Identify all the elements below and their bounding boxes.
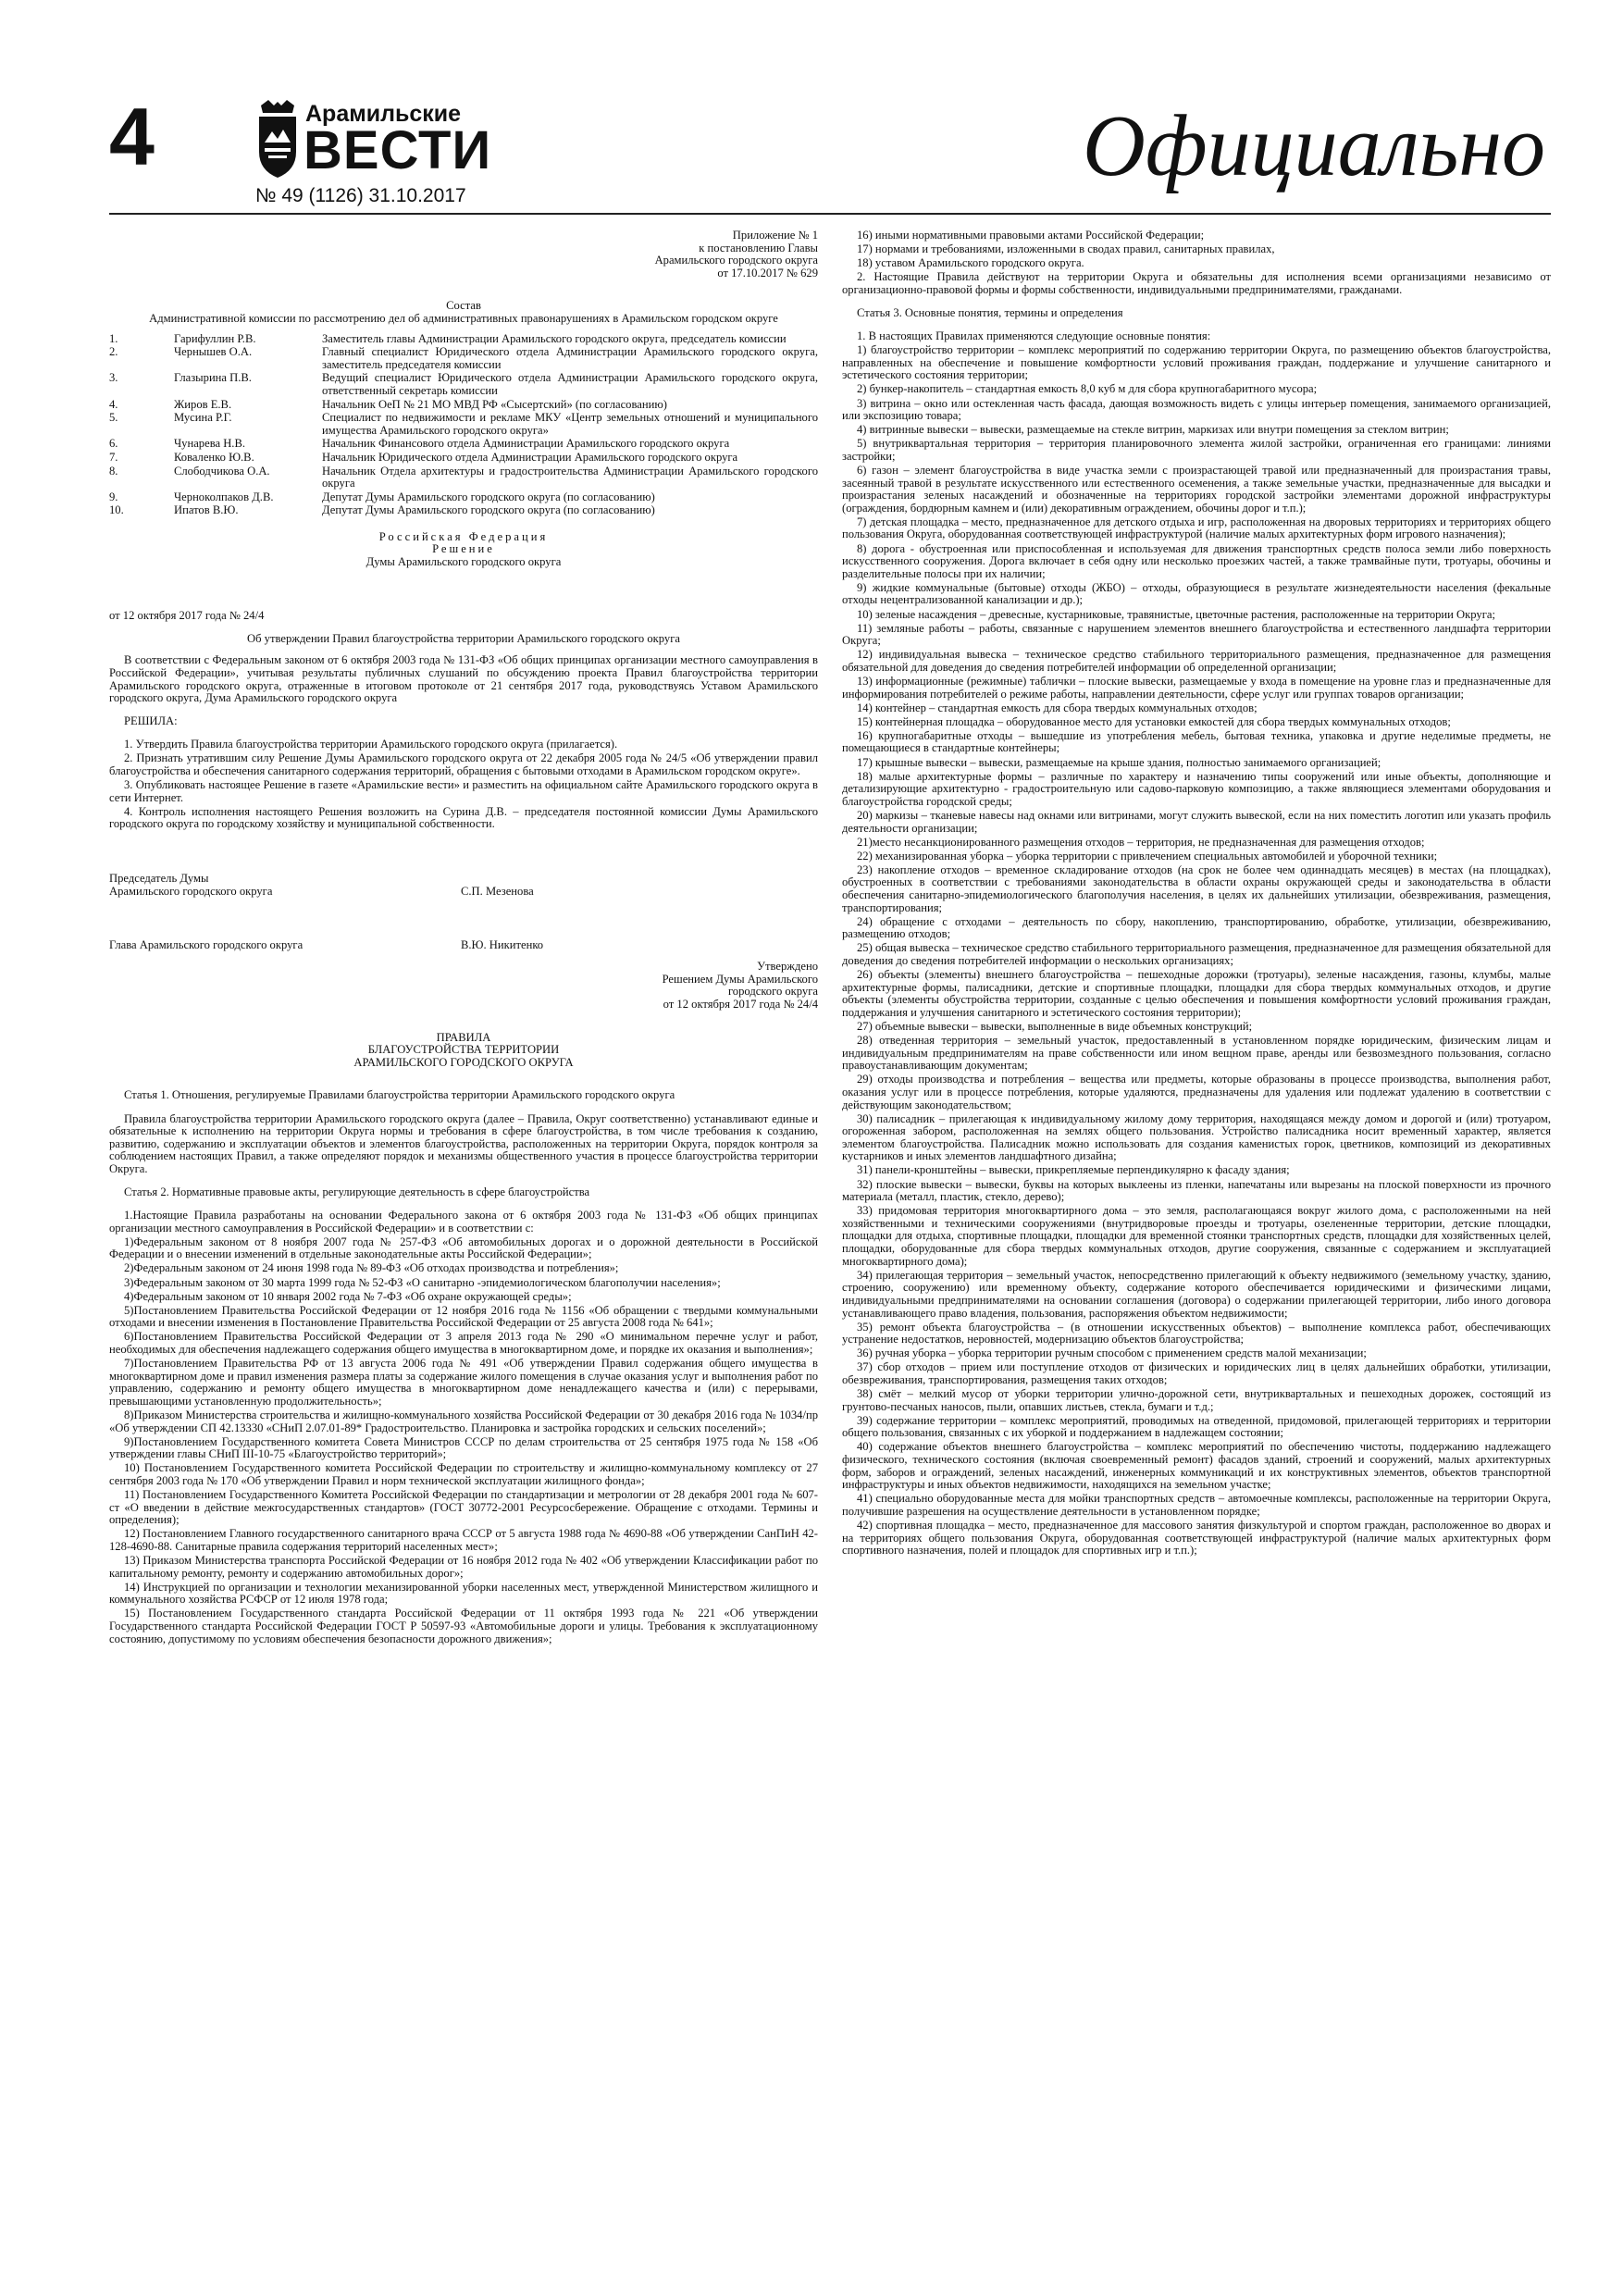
list-item: 5) внутриквартальная территория – территория планировочного элемента жилой застройки, ограниченная его границами: линиями застройки; <box>842 437 1551 463</box>
member-number: 8. <box>109 464 118 478</box>
signature-chair-position: Арамильского городского округа <box>109 885 273 899</box>
list-item: 4) витринные вывески – вывески, размещаемые на стекле витрин, маркизах или внутри помещения за стеклом витрин; <box>857 423 1449 437</box>
masthead <box>109 89 1551 215</box>
list-item: 23) накопление отходов – временное складирование отходов (на срок не более чем одиннадцать месяцев) в местах (на площадках), обустроенных в соответствии с требованиями законодательства в области охраны окружающей среды и законодательства в области обеспечения санитарно-эпидемиологического благополучия населения, в целях их дальнейших утилизации, обезвреживания, размещения, транспортирования; <box>842 863 1551 914</box>
list-item: 39) содержание территории – комплекс мероприятий, проводимых на отведенной, придомовой, прилегающей территориях и территории общего пользования, связанных с их уборкой и поддержанием в надлежащем состоянии; <box>842 1413 1551 1440</box>
logo-top-text: Арамильские <box>305 101 462 127</box>
table-row <box>109 438 818 452</box>
article-2-list <box>109 1210 818 1645</box>
list-item: 29) отходы производства и потребления – вещества или предметы, которые образованы в процессе производства, выполнения работ, оказания услуг или в процессе потребления, которые удаляются, предназначены для удаления или подлежат удалению в соответствии с действующим законодательством; <box>842 1073 1551 1111</box>
rules-title: ПРАВИЛА <box>436 1030 491 1044</box>
list-item: 10) Постановлением Государственного комитета Российской Федерации по строительству и жилищно-коммунальному комплексу от 27 сентября 2003 года № 170 «Об утверждении Правил и норм технической эксплуатации жилищного фонда»; <box>109 1461 818 1487</box>
approved-line: от 12 октября 2017 года № 24/4 <box>663 998 818 1011</box>
coat-of-arms-icon <box>255 100 300 178</box>
list-item: 20) маркизы – тканевые навесы над окнами или витринами, могут служить вывеской, если на них поместить логотип или указать профиль деятельности организации; <box>842 808 1551 835</box>
signature-head-position: Глава Арамильского городского округа <box>109 937 304 951</box>
section-title: Официально <box>1082 98 1545 194</box>
list-item: 13) Приказом Министерства транспорта Российской Федерации от 16 ноября 2012 года № 402 «Об утверждении Классификации работ по капитальному ремонту, ремонту и содержанию автомобильных дорог»; <box>109 1554 818 1580</box>
member-name: Слободчикова О.А. <box>174 464 270 478</box>
list-item: 12) индивидуальная вывеска – техническое средство стабильного территориального размещения, предназначенное для размещения обязательной для доведения до сведения потребителей информации об определенной организации; <box>842 648 1551 674</box>
member-name: Гарифуллин Р.В. <box>174 331 256 345</box>
list-item: 35) ремонт объекта благоустройства – (в отношении искусственных объектов) – выполнение комплекса работ, обеспечивающих устранение недостатков, неровностей, модернизацию объектов благоустройства; <box>842 1320 1551 1347</box>
appendix-note <box>109 230 818 279</box>
approved-note <box>109 961 818 1011</box>
member-number: 4. <box>109 397 118 411</box>
list-item: 11) земляные работы – работы, связанные с нарушением элементов внешнего благоустройства и естественного ландшафта территории Округа; <box>842 621 1551 648</box>
issue-number: № 49 (1126) 31.10.2017 <box>255 185 466 206</box>
decision-date: от 12 октября 2017 года № 24/4 <box>109 608 265 622</box>
appendix-line: Приложение № 1 <box>732 229 818 242</box>
approved-line: городского округа <box>727 985 818 999</box>
table-row <box>109 346 818 372</box>
decision-word: Решение <box>432 542 495 556</box>
decision-item: 2. Признать утратившим силу Решение Думы Арамильского городского округа от 22 декабря 2005 года № 24/5 «Об утверждении правил благоустройства и обеспечения санитарного содержания территорий, обращения с бытовыми отходами в Арамильском городском округе». <box>109 751 818 777</box>
article-heading: Статья 2. Нормативные правовые акты, регулирующие деятельность в сфере благоустройства <box>124 1185 590 1198</box>
right-column <box>842 230 1551 1647</box>
list-item: 2) бункер-накопитель – стандартная емкость 8,0 куб м для сбора крупногабаритного мусора; <box>857 382 1318 396</box>
list-item: 7) детская площадка – место, предназначенное для детского отдыха и игр, расположенная на дворовых территориях и территориях общего пользования Округа, оборудованная соответствующей инфраструктурой (наличие малых архитектурных форм игрового назначения); <box>842 515 1551 541</box>
member-role: Начальник ОеП № 21 МО МВД РФ «Сысертский» (по согласованию) <box>322 397 667 411</box>
member-name: Чунарева Н.В. <box>174 437 246 451</box>
list-item: 27) объемные вывески – вывески, выполненные в виде объемных конструкций; <box>857 1019 1253 1033</box>
member-role: Депутат Думы Арамильского городского округа (по согласованию) <box>322 490 655 503</box>
member-number: 5. <box>109 411 118 425</box>
list-item: 12) Постановлением Главного государственного санитарного врача СССР от 5 августа 1988 года № 4690-88 «Об утверждении СанПиН 42-128-4690-88. Санитарные правила содержания территорий населенных мест»; <box>109 1527 818 1553</box>
member-role: Ведущий специалист Юридического отдела Администрации Арамильского городского округа, ответственный секретарь комиссии <box>322 371 818 397</box>
list-item: 18) уставом Арамильского городского округа. <box>857 256 1084 270</box>
list-item: 3)Федеральным законом от 30 марта 1999 года № 52-ФЗ «О санитарно -эпидемиологическом благополучии населения»; <box>124 1275 721 1289</box>
list-item: 41) специально оборудованные места для мойки транспортных средств – автомоечные комплексы, расположенные на территории Округа, получившие разрешения на осуществление деятельности в установленном порядке; <box>842 1492 1551 1518</box>
table-row <box>109 399 818 413</box>
newspaper-logo <box>255 100 492 181</box>
table-row <box>109 465 818 491</box>
list-item: 22) механизированная уборка – уборка территории с привлечением специальных автомобилей и уборочной техники; <box>857 849 1438 863</box>
list-item: 36) ручная уборка – уборка территории ручным способом с применением средств малой механизации; <box>857 1347 1367 1360</box>
list-item: 10) зеленые насаждения – древесные, кустарниковые, травянистые, цветочные растения, расположенные на территории Округа; <box>857 607 1495 621</box>
commission-title: Состав <box>446 299 481 313</box>
list-item: 38) смёт – мелкий мусор от уборки территории улично-дорожной сети, внутриквартальных и пешеходных дорожек, состоящий из грунтово-песчаных наносов, пыли, опавших листьев, стекла, бумаги и т.д.; <box>842 1387 1551 1413</box>
list-item: 11) Постановлением Государственного Комитета Российской Федерации по стандартизации и метрологии от 28 декабря 2001 года № 607-ст «О введении в действие межгосударственных стандартов» (ГОСТ 30772-2001 Ресурсосбережение. Обращение с отходами. Термины и определения); <box>109 1488 818 1527</box>
member-role: Начальник Юридического отдела Администрации Арамильского городского округа <box>322 450 738 464</box>
decision-title: Об утверждении Правил благоустройства территории Арамильского городского округа <box>247 631 680 645</box>
list-item: 1. В настоящих Правилах применяются следующие основные понятия: <box>857 329 1211 343</box>
list-item: 2. Настоящие Правила действуют на территории Округа и обязательны для исполнения всеми организациями независимо от организационно-правовой формы и формы собственности, индивидуальными предпринимателями, гражданами. <box>842 270 1551 296</box>
member-role: Начальник Финансового отдела Администрации Арамильского городского округа <box>322 437 730 451</box>
list-item: 13) информационные (режимные) таблички – плоские вывески, размещаемые у входа в помещение на уровне глаз и предназначенные для информирования потребителей о режиме работы, направлении деятельности, сфере услуг или группах товаров организации; <box>842 675 1551 701</box>
list-item: 42) спортивная площадка – место, предназначенное для массового занятия физкультурой и спортом граждан, расположенное во дворах и на территориях общего пользования Округа, оборудованная соответствующей инфраструктурой (наличие малых архитектурных форм спортивного назначения, полей и площадок для спортивных игр и т.п.); <box>842 1519 1551 1558</box>
list-item: 15) контейнерная площадка – оборудованное место для установки емкостей для сбора твердых коммунальных отходов; <box>857 714 1451 728</box>
list-item: 1.Настоящие Правила разработаны на основании Федерального закона от 6 октября 2003 года № 131-ФЗ «Об общих принципах организации местного самоуправления в Российской Федерации» и в соответствии с: <box>109 1209 818 1235</box>
table-row <box>109 452 818 465</box>
table-row <box>109 412 818 438</box>
list-item: 14) контейнер – стандартная емкость для сбора твердых коммунальных отходов; <box>857 701 1258 714</box>
decision-item: 3. Опубликовать настоящее Решение в газете «Арамильские вести» и разместить на официальном сайте Арамильского городского округа в сети Интернет. <box>109 778 818 804</box>
list-item: 18) малые архитектурные формы – различные по характеру и назначению типы сооружений или иные объекты, дополняющие и детализирующие архитектурно - градостроительную или садово-парковую композицию, а также являющиеся элементами оборудования и благоустройства городской среды; <box>842 769 1551 808</box>
member-name: Мусина Р.Г. <box>174 411 232 425</box>
list-item: 3) витрина – окно или остекленная часть фасада, дающая возможность видеть с улицы интерьер помещения, занимаемого организацией, или экспозицию товара; <box>842 396 1551 423</box>
list-item: 28) отведенная территория – земельный участок, предоставленный в установленном порядке юридическим, физическим лицам и индивидуальным предпринимателям на праве собственности или ином вещном праве, аренды или безвозмездного пользования, согласно правоустанавливающим документам; <box>842 1034 1551 1073</box>
signature-head-name: В.Ю. Никитенко <box>461 937 544 951</box>
article-3-list <box>842 330 1551 1558</box>
member-name: Коваленко Ю.В. <box>174 450 254 464</box>
list-item: 7)Постановлением Правительства РФ от 13 августа 2006 года № 491 «Об утверждении Правил содержания общего имущества в многоквартирном доме и правил изменения размера платы за содержание жилого помещения в случае оказания услуг и выполнения работ по управлению, содержанию и ремонту общего имущества в многоквартирном доме ненадлежащего качества и (или) с перерывами, превышающими установленную продолжительность»; <box>109 1357 818 1408</box>
member-number: 7. <box>109 450 118 464</box>
list-item: 1) благоустройство территории – комплекс мероприятий по содержанию территории Округа, по размещению объектов благоустройства, направленных на обеспечение и повышение комфортности условий проживания граждан, поддержание и улучшение санитарного и эстетического состояния территории; <box>842 343 1551 382</box>
list-item: 32) плоские вывески – вывески, буквы на которых выклеены из пленки, напечатаны или вырезаны на плоской поверхности из прочного материала (металл, пластик, стекло, дерево); <box>842 1177 1551 1204</box>
article-heading: Статья 1. Отношения, регулируемые Правилами благоустройства территории Арамильского городского округа <box>124 1088 675 1102</box>
table-row <box>109 504 818 518</box>
member-number: 6. <box>109 437 118 451</box>
list-item: 33) придомовая территория многоквартирного дома – это земля, располагающаяся вокруг жилого дома, с расположенными на ней хозяйственными и техническими сооружениями (внутридворовые проезды и тротуары, озелененные территории, детские площадки, площадки для отдыха, спортивные площадки, площадки для временной стоянки транспортных средств, площадки для хозяйственных целей, площадки, оборудованные для сбора твердых коммунальных отходов, другие сооружения, связанные с содержанием и эксплуатацией многоквартирного дома); <box>842 1204 1551 1268</box>
member-number: 1. <box>109 331 118 345</box>
member-number: 3. <box>109 371 118 385</box>
list-item: 26) объекты (элементы) внешнего благоустройства – пешеходные дорожки (тротуары), зеленые насаждения, газоны, клумбы, малые архитектурные формы, палисадники, детские и спортивные площадки, площадки для сбора твердых коммунальных отходов, и другие объекты (элементы обустройства территории, созданные с целью обеспечения и повышения комфортности условий проживания граждан, поддержания и улучшения санитарного и эстетического состояния территории); <box>842 968 1551 1019</box>
list-item: 15) Постановлением Государственного стандарта Российской Федерации от 11 октября 1993 года № 221 «Об утверждении Государственного стандарта Российской Федерации ГОСТ Р 50597-93 «Автомобильные дороги и улицы. Требования к эксплуатационному состоянию, допустимому по условиям обеспечения безопасности дорожного движения»; <box>109 1607 818 1645</box>
list-item: 8) дорога - обустроенная или приспособленная и используемая для движения транспортных средств полоса земли либо поверхность искусственного сооружения. Дорога включает в себя одну или несколько проезжих частей, а также трамвайные пути, тротуары, обочины и разделительные полосы при их наличии; <box>842 541 1551 580</box>
list-item: 2)Федеральным законом от 24 июня 1998 года № 89-ФЗ «Об отходах производства и потребления»; <box>124 1261 619 1275</box>
signature-chair <box>109 886 818 899</box>
list-item: 9)Постановлением Государственного комитета Совета Министров СССР по делам строительства от 25 сентября 1975 года № 158 «Об утверждении главы СНиП III-10-75 «Благоустройство территорий»; <box>109 1434 818 1461</box>
article-2-continued <box>842 230 1551 296</box>
table-row <box>109 491 818 505</box>
decision-preamble: В соответствии с Федеральным законом от 6 октября 2003 года № 131-ФЗ «Об общих принципах организации местного самоуправления в Российской Федерации», учитывая результаты публичных слушаний по обсуждению проекта Правил благоустройства территории Арамильского городского округа, отраженные в итоговом протоколе от 21 сентября 2017 года, руководствуясь Уставом Арамильского городского округа, Дума Арамильского городского округа <box>109 653 818 705</box>
approved-line: Решением Думы Арамильского <box>662 972 818 986</box>
member-role: Главный специалист Юридического отдела Администрации Арамильского городского округа, заместитель председателя комиссии <box>322 345 818 371</box>
member-name: Ипатов В.Ю. <box>174 503 239 517</box>
logo-main-text: ВЕСТИ <box>304 120 492 180</box>
member-name: Глазырина П.В. <box>174 371 252 385</box>
list-item: 16) иными нормативными правовыми актами Российской Федерации; <box>857 229 1205 242</box>
list-item: 31) панели-кронштейны – вывески, прикрепляемые перпендикулярно к фасаду здания; <box>857 1163 1290 1177</box>
rules-title: БЛАГОУСТРОЙСТВА ТЕРРИТОРИИ <box>367 1043 560 1057</box>
table-row <box>109 372 818 398</box>
member-name: Чернышев О.А. <box>174 345 253 359</box>
appendix-line: Арамильского городского округа <box>654 254 818 267</box>
member-role: Депутат Думы Арамильского городского округа (по согласованию) <box>322 503 655 517</box>
list-item: 17) нормами и требованиями, изложенными в сводах правил, санитарных правилах, <box>857 242 1275 256</box>
member-role: Заместитель главы Администрации Арамильского городского округа, председатель комиссии <box>322 331 787 345</box>
commission-members-table <box>109 333 818 518</box>
member-name: Жиров Е.В. <box>174 397 232 411</box>
member-number: 2. <box>109 345 118 359</box>
list-item: 4)Федеральным законом от 10 января 2002 года № 7-ФЗ «Об охране окружающей среды»; <box>124 1289 572 1303</box>
decision-item: 4. Контроль исполнения настоящего Решения возложить на Сурина Д.В. – председателя постоянной комиссии Думы Арамильского городского округа по городскому хозяйству и муниципальной собственности. <box>109 804 818 831</box>
list-item: 1)Федеральным законом от 8 ноября 2007 года № 257-ФЗ «Об автомобильных дорогах и о дорожной деятельности в Российской Федерации и о внесении изменений в отдельные законодательные акты Российской Федерации»; <box>109 1235 818 1261</box>
table-row <box>109 333 818 347</box>
list-item: 30) палисадник – прилегающая к индивидуальному жилому дому территория, находящаяся между домом и дорогой и (или) тротуаром, огороженная забором, расположенная на землях общего пользования. Устройство палисадника носит временный характер, является элементом благоустройства. Палисадник можно использовать для создания каменистых горок, цветников, композиций из декоративных кустарников и иных элементов ландшафтного дизайна; <box>842 1111 1551 1163</box>
article-columns <box>109 230 1551 1647</box>
list-item: 21)место несанкционированного размещения отходов – территория, не предназначенная для размещения отходов; <box>857 835 1425 849</box>
list-item: 37) сбор отходов – прием или поступление отходов от физических и юридических лиц в целях дальнейших обработки, утилизации, обезвреживания, транспортирования, размещения таких отходов; <box>842 1360 1551 1386</box>
article-heading: Статья 3. Основные понятия, термины и определения <box>857 305 1123 319</box>
appendix-line: от 17.10.2017 № 629 <box>717 266 818 279</box>
list-item: 17) крышные вывески – вывески, размещаемые на крыше здания, полностью занимаемого организацией; <box>857 755 1381 769</box>
list-item: 9) жидкие коммунальные (бытовые) отходы (ЖБО) – отходы, образующиеся в результате жизнедеятельности населения (фекальные отходы нецентрализованной канализации и др.); <box>842 580 1551 607</box>
rules-title: АРАМИЛЬСКОГО ГОРОДСКОГО ОКРУГА <box>353 1055 574 1069</box>
list-item: 5)Постановлением Правительства Российской Федерации от 12 ноября 2016 года № 1156 «Об обращении с твердыми коммунальными отходами и внесении изменения в Постановление Правительства Российской Федерации от 25 августа 2008 года № 641»; <box>109 1303 818 1330</box>
decision-resolved: РЕШИЛА: <box>124 714 178 728</box>
member-number: 9. <box>109 490 118 503</box>
list-item: 34) прилегающая территория – земельный участок, непосредственно прилегающий к объекту недвижимого (земельному участку, зданию, строению, сооружению) или временному объекту, содержание которого обеспечивается юридическими и физическими лицами, индивидуальными предпринимателями на основании соглашения (договора) о содержании прилегающей территории, либо иного договора устанавливающего право владения, пользования, распоряжения объектом недвижимости; <box>842 1268 1551 1320</box>
member-name: Черноколпаков Д.В. <box>174 490 274 503</box>
appendix-line: к постановлению Главы <box>699 241 818 254</box>
signature-chair-name: С.П. Мезенова <box>461 885 534 899</box>
commission-subtitle: Административной комиссии по рассмотрению дел об административных правонарушениях в Арамильском городском округе <box>149 311 778 325</box>
list-item: 25) общая вывеска – техническое средство стабильного территориального размещения, предназначенное для размещения обязательной для доведения до сведения потребителей информации о нескольких организациях; <box>842 941 1551 967</box>
decision-item: 1. Утвердить Правила благоустройства территории Арамильского городского округа (прилагается). <box>124 738 618 751</box>
list-item: 16) крупногабаритные отходы – вышедшие из употребления мебель, бытовая техника, упаковка и другие неделимые предметы, не помещающиеся в стандартные контейнеры; <box>842 728 1551 755</box>
list-item: 8)Приказом Министерства строительства и жилищно-коммунального хозяйства Российской Федерации от 30 декабря 2016 года № 1034/пр «Об утверждении СП 42.13330 «СНиП 2.07.01-89* Градостроительство. Планировка и застройка городских и сельских поселений»; <box>109 1408 818 1434</box>
list-item: 14) Инструкцией по организации и технологии механизированной уборки населенных мест, утвержденной Министерством жилищного и коммунального хозяйства РСФСР от 12 июля 1978 года; <box>109 1580 818 1607</box>
member-number: 10. <box>109 503 124 517</box>
list-item: 6) газон – элемент благоустройства в виде участка земли с произрастающей травой или предназначенный для произрастания травы, засеянный травой в результате искусственного или естественного осеменения, а также земельные участки, предназначенные для высадки и произрастания зеленых насаждений и обозначенные на территориях городской застройки элементами дорожной инфраструктуры (ограждения, бордюрным камнем и (или) декоративным ограждением, обочины дорог и т.п.); <box>842 464 1551 515</box>
signature-head <box>109 939 818 952</box>
page-number: 4 <box>109 91 155 182</box>
list-item: 6)Постановлением Правительства Российской Федерации от 3 апреля 2013 года № 290 «О минимальном перечне услуг и работ, необходимых для обеспечения надлежащего содержания общего имущества в многоквартирном доме, и порядке их оказания и выполнения»; <box>109 1330 818 1356</box>
decision-country: Российская Федерация <box>378 529 549 543</box>
article-text: Правила благоустройства территории Арамильского городского округа (далее – Правила, Округ соответственно) устанавливают единые и обязательные к исполнению на территории Округа нормы и требования в сфере благоустройства, в том числе требования к созданию, развитию, содержанию и эксплуатации объектов и элементов благоустройства, расположенных на территории Округа, порядок контроля за соблюдением настоящих Правил, а также определяют порядок и механизмы общественного участия в процессе благоустройства территории Округа. <box>109 1111 818 1175</box>
member-role: Начальник Отдела архитектуры и градостроительства Администрации Арамильского городского округа <box>322 464 818 490</box>
left-column <box>109 230 818 1647</box>
decision-body: Думы Арамильского городского округа <box>365 555 562 569</box>
list-item: 40) содержание объектов внешнего благоустройства – комплекс мероприятий по обеспечению чистоты, поддержанию надлежащего физического, технического состояния (включая своевременный ремонт) фасадов зданий, строений и сооружений, малых архитектурных форм, заборов и ограждений, зеленых насаждений, инженерных коммуникаций и их конструктивных элементов, объектов транспортной инфраструктуры и иных объектов недвижимости, находящихся на земельном участке; <box>842 1440 1551 1492</box>
list-item: 24) обращение с отходами – деятельность по сбору, накоплению, транспортированию, обработке, утилизации, обезвреживанию, размещению отходов; <box>842 914 1551 941</box>
approved-line: Утверждено <box>757 960 818 974</box>
signature-chair-title: Председатель Думы <box>109 872 209 886</box>
member-role: Специалист по недвижимости и рекламе МКУ «Центр земельных отношений и муниципального имущества Арамильского городского округа» <box>322 411 818 437</box>
